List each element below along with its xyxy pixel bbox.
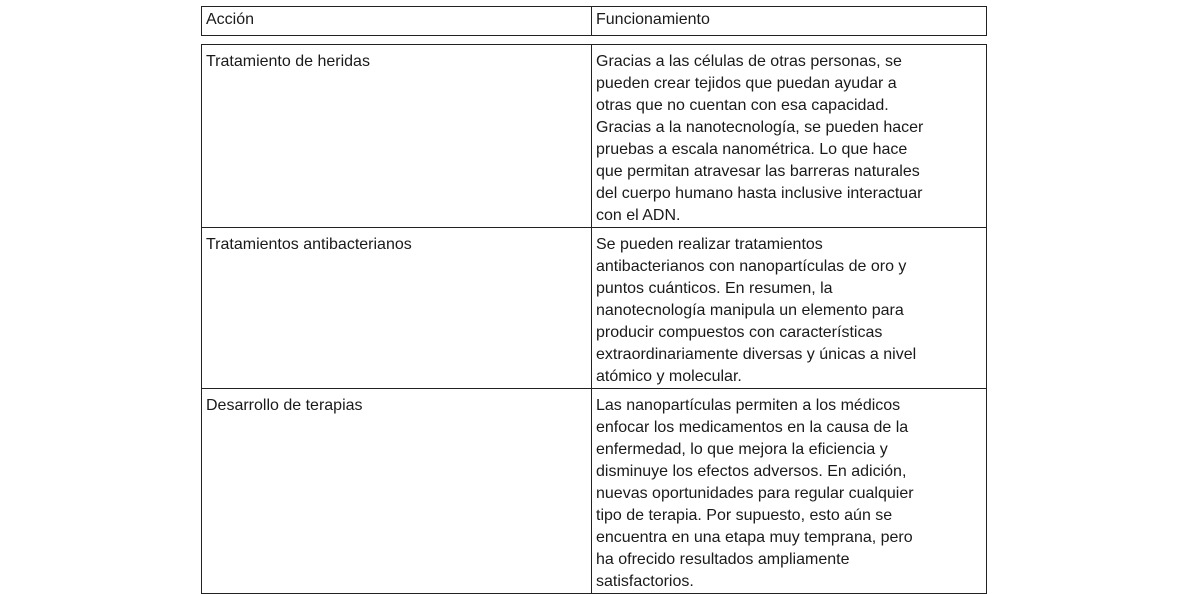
header-cell-action: Acción [202, 7, 592, 36]
action-cell: Desarrollo de terapias [202, 389, 592, 594]
table-row [202, 228, 987, 389]
action-cell: Tratamientos antibacterianos [202, 228, 592, 389]
action-cell: Tratamiento de heridas [202, 45, 592, 228]
header-cell-function: Funcionamiento [592, 7, 987, 36]
content-table [201, 44, 987, 594]
table-row [202, 45, 987, 228]
description-cell: Se pueden realizar tratamientos antibacterianos con nanopartículas de oro y puntos cuánticos. En resumen, la nanotecnología manipula un elemento para producir compuestos con características extraordinariamente diversas y únicas a nivel atómico y molecular. [592, 228, 987, 389]
description-cell: Las nanopartículas permiten a los médicos enfocar los medicamentos en la causa de la enfermedad, lo que mejora la eficiencia y disminuye los efectos adversos. En adición, nuevas oportunidades para regular cualquier tipo de terapia. Por supuesto, esto aún se encuentra en una etapa muy temprana, pero ha ofrecido resultados ampliamente satisfactorios. [592, 389, 987, 594]
description-cell: Gracias a las células de otras personas, se pueden crear tejidos que puedan ayudar a otras que no cuentan con esa capacidad. Gracias a la nanotecnología, se pueden hacer pruebas a escala nanométrica. Lo que hace que permitan atravesar las barreras naturales del cuerpo humano hasta inclusive interactuar con el ADN. [592, 45, 987, 228]
table-row [202, 389, 987, 594]
header-row [202, 7, 987, 36]
header-table [201, 6, 987, 36]
